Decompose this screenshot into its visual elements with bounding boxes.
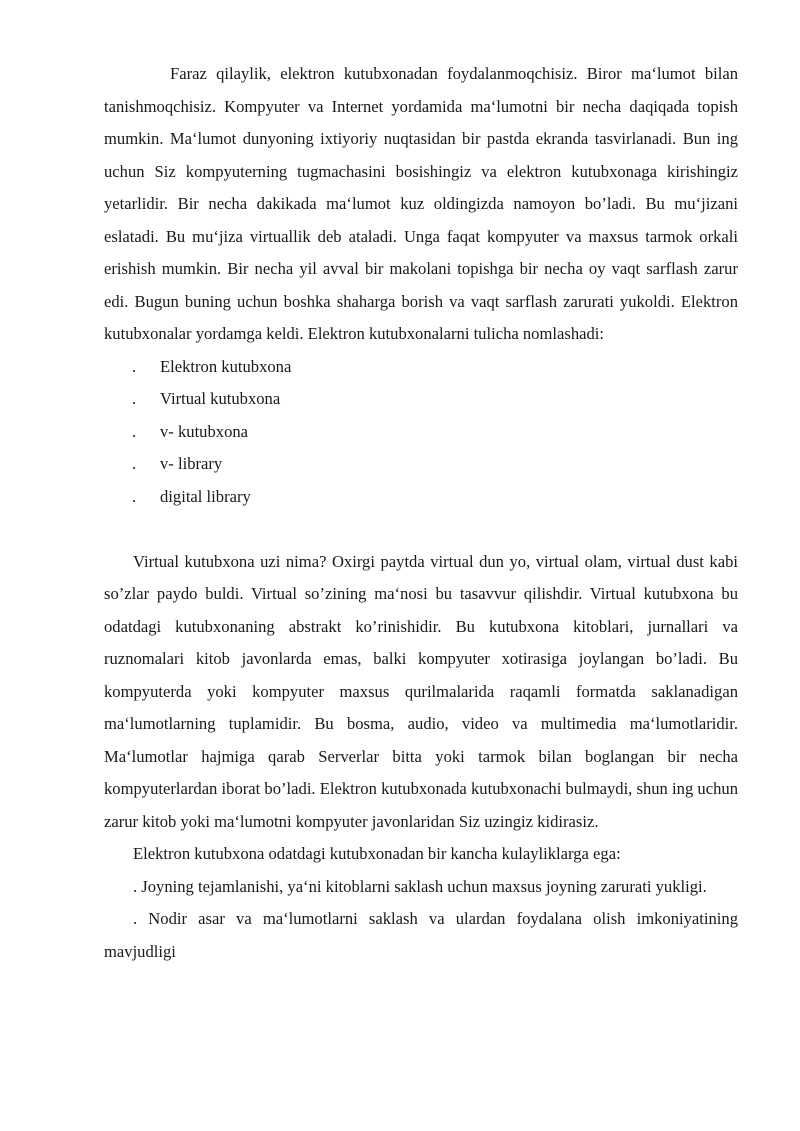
paragraph-intro: Faraz qilaylik, elektron kutubxonadan foydalanmoqchisiz. Biror ma‘lumot bilan tanishmoqchisiz. Kompyuter va Internet yordamida ma‘lumotni bir necha daqiqada topish mumkin. Ma‘lumot dunyoning ixtiyoriy nuqtasidan bir pastda ekranda tasvirlanadi. Bun ing uchun Siz kompyuterning tugmachasini bosishingiz va elektron kutubxonaga kirishingiz yetarlidir. Bir necha dakikada ma‘lumot kuz oldingizda namoyon bo’ladi. Bu mu‘jizani eslatadi. Bu mu‘jiza virtuallik deb ataladi. Unga faqat kompyuter va maxsus tarmok orkali erishish mumkin. Bir necha yil avval bir makolani topishga bir necha oy vaqt sarflash zarur edi. Bugun buning uchun boshka shaharga borish va vaqt sarflash zarurati yukoldi. Elektron kutubxonalar yordamga keldi. Elektron kutubxonalarni tulicha nomlashadi: [104, 64, 738, 343]
blank-line [104, 513, 738, 546]
paragraph-advantages-intro: Elektron kutubxona odatdagi kutubxonadan bir kancha kulayliklarga ega: [133, 844, 621, 863]
paragraph-virtual-library: Virtual kutubxona uzi nima? Oxirgi paytda virtual dun yo, virtual olam, virtual dust kabi so’zlar paydo buldi. Virtual so’zining ma‘nosi bu tasavvur qilishdir. Virtual kutubxona bu odatdagi kutubxonaning abstrakt ko’rinishidir. Bu kutubxona kitoblari, jurnallari va ruznomalari kitob javonlarda emas, balki kompyuter xotirasiga joylangan bo’ladi. Bu kompyuterda yoki kompyuter maxsus qurilmalarida raqamli formatda saklanadigan ma‘lumotlarning tuplamidir. Bu bosma, audio, video va multimedia ma‘lumotlaridir. Ma‘lumotlar hajmiga qarab Serverlar bitta yoki tarmok bilan boglangan bir necha kompyuterlardan iborat bo’ladi. Elektron kutubxonada kutubxonachi bulmaydi, shun ing uchun zarur kitob yoki ma‘lumotni kompyuter javonlaridan Siz uzingiz kidirasiz. [104, 551, 738, 831]
list-item [104, 383, 738, 416]
list-item-text: digital library [160, 486, 251, 506]
list-item [104, 351, 738, 384]
library-names-list [104, 351, 738, 514]
paragraph-advantage-space: . Joyning tejamlanishi, ya‘ni kitoblarni saklash uchun maxsus joyning zarurati yukligi. [133, 876, 707, 896]
paragraph-advantage-rare-works: . Nodir asar va ma‘lumotlarni saklash va ulardan foydalana olish imkoniyatining mavjudligi [104, 909, 738, 961]
list-item-text: v- library [160, 454, 223, 473]
list-bullet: . [132, 389, 137, 408]
list-item [104, 448, 738, 481]
list-bullet: . [132, 454, 137, 473]
list-bullet: . [132, 486, 137, 506]
list-item-text: v- kutubxona [160, 421, 249, 441]
list-item-text: Elektron kutubxona [160, 356, 292, 376]
list-item [104, 481, 738, 514]
list-bullet: . [132, 421, 137, 441]
list-item-text: Virtual kutubxona [160, 389, 281, 408]
document-page [104, 58, 738, 968]
list-bullet: . [132, 356, 137, 376]
list-item [104, 416, 738, 449]
